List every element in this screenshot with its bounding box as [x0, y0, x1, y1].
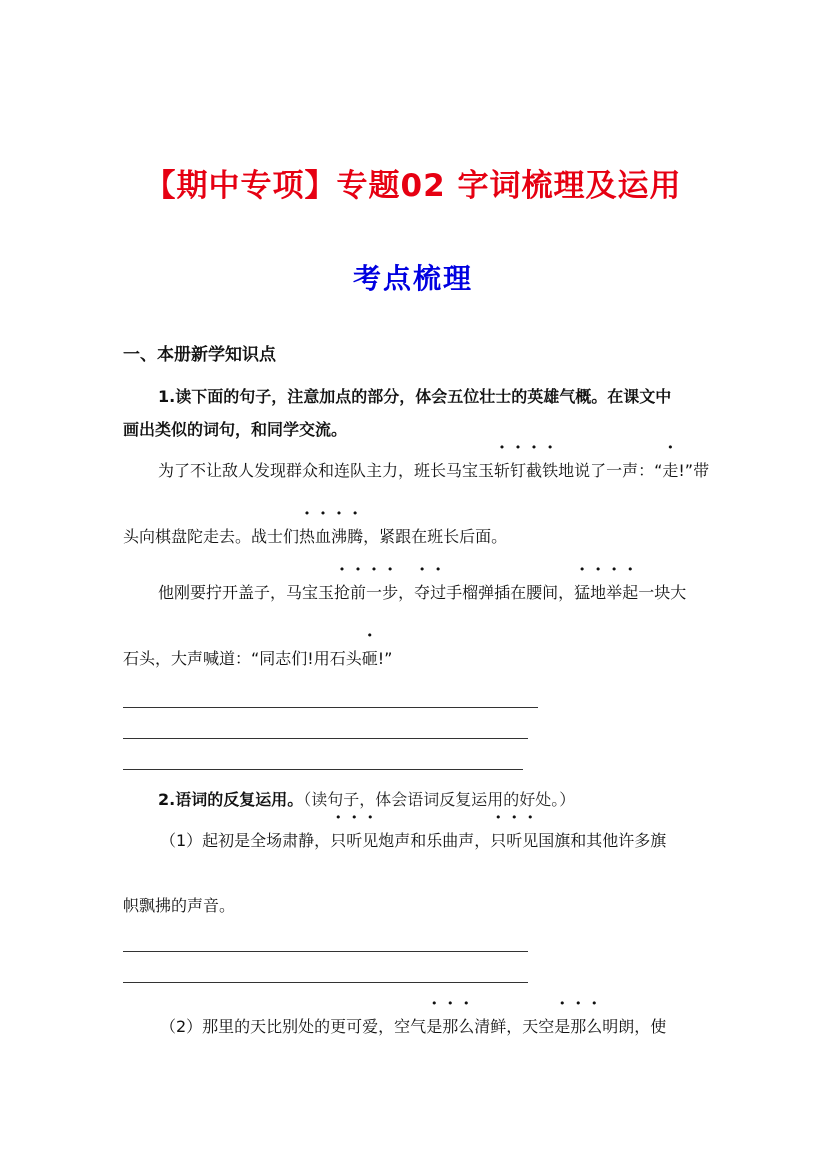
emphasis-char: 截 — [526, 461, 543, 480]
emphasis-char: 斩 — [494, 461, 511, 480]
emphasis-text — [362, 649, 378, 668]
emphasis-char: 只 — [490, 831, 507, 850]
emphasis-text — [426, 1017, 474, 1036]
emphasis-char: 么 — [586, 1017, 603, 1036]
emphasis-text — [494, 461, 558, 480]
emphasis-char: 是 — [554, 1017, 571, 1036]
emphasis-text — [299, 527, 363, 546]
emphasis-char: 地 — [590, 583, 607, 602]
q2-label: 2.语词的反复运用。 — [158, 790, 304, 809]
emphasis-char: 过 — [430, 583, 447, 602]
emphasis-char: 砸 — [361, 649, 378, 668]
emphasis-char: 铁 — [542, 461, 559, 480]
emphasis-char: 抢 — [334, 583, 351, 602]
emphasis-text — [334, 583, 398, 602]
emphasis-char: 走 — [662, 461, 679, 480]
answer-line[interactable] — [123, 951, 528, 952]
emphasis-text — [330, 831, 378, 850]
q2-sentence2-line1: （2）那里的天比别处的更可爱，空气是那么清鲜，天空是那么明朗，使 — [160, 1014, 666, 1037]
emphasis-char: 沸 — [331, 527, 348, 546]
answer-line[interactable] — [123, 707, 538, 708]
emphasis-char: 是 — [426, 1017, 443, 1036]
emphasis-char: 那 — [442, 1017, 459, 1036]
emphasis-char: 一 — [366, 583, 383, 602]
q1-sentence2-line1: 他刚要拧开盖子，马宝玉抢前一步，夺过手榴弹插在腰间，猛地举起一块大 — [158, 580, 686, 603]
emphasis-char: 起 — [622, 583, 639, 602]
emphasis-text — [414, 583, 446, 602]
emphasis-char: 听 — [506, 831, 523, 850]
emphasis-char: 听 — [346, 831, 363, 850]
emphasis-char: 猛 — [574, 583, 591, 602]
emphasis-text — [490, 831, 538, 850]
emphasis-char: 热 — [299, 527, 316, 546]
emphasis-char: 么 — [458, 1017, 475, 1036]
emphasis-char: 只 — [330, 831, 347, 850]
emphasis-text — [574, 583, 638, 602]
emphasis-char: 那 — [570, 1017, 587, 1036]
emphasis-text — [662, 461, 678, 480]
emphasis-char: 见 — [522, 831, 539, 850]
emphasis-char: 见 — [362, 831, 379, 850]
q2-hint: （读句子，体会语词反复运用的好处。） — [303, 790, 576, 809]
q2-sentence1-line1: （1）起初是全场肃静，只听见炮声和乐曲声，只听见国旗和其他许多旗 — [160, 828, 666, 851]
q2-sentence1-line2: 帜飘拂的声音。 — [123, 896, 236, 915]
emphasis-char: 血 — [315, 527, 332, 546]
page-subtitle: 考点梳理 — [352, 262, 473, 295]
emphasis-char: 前 — [350, 583, 367, 602]
q2-heading — [158, 787, 575, 810]
q1-sentence2-line2: 石头，大声喊道：“同志们!用石头砸!” — [123, 646, 392, 669]
emphasis-text — [554, 1017, 602, 1036]
emphasis-char: 钉 — [510, 461, 527, 480]
q1-instruction-line2: 画出类似的词句，和同学交流。 — [123, 420, 348, 439]
q1-sentence1-line1: 为了不让敌人发现群众和连队主力，班长马宝玉斩钉截铁地说了一声：“走!”带 — [158, 458, 709, 481]
q1-instruction-line1: 1.读下面的句子，注意加点的部分，体会五位壮士的英雄气概。在课文中 — [158, 387, 672, 406]
emphasis-char: 夺 — [414, 583, 431, 602]
section-heading: 一、本册新学知识点 — [123, 345, 276, 365]
answer-line[interactable] — [123, 769, 523, 770]
emphasis-char: 腾 — [347, 527, 364, 546]
q1-sentence1-line2: 头向棋盘陀走去。战士们热血沸腾，紧跟在班长后面。 — [123, 524, 507, 547]
answer-line[interactable] — [123, 738, 528, 739]
emphasis-char: 步 — [382, 583, 399, 602]
emphasis-char: 举 — [606, 583, 623, 602]
page-title: 【期中专项】专题02 字词梳理及运用 — [144, 168, 682, 204]
answer-line[interactable] — [123, 982, 528, 983]
